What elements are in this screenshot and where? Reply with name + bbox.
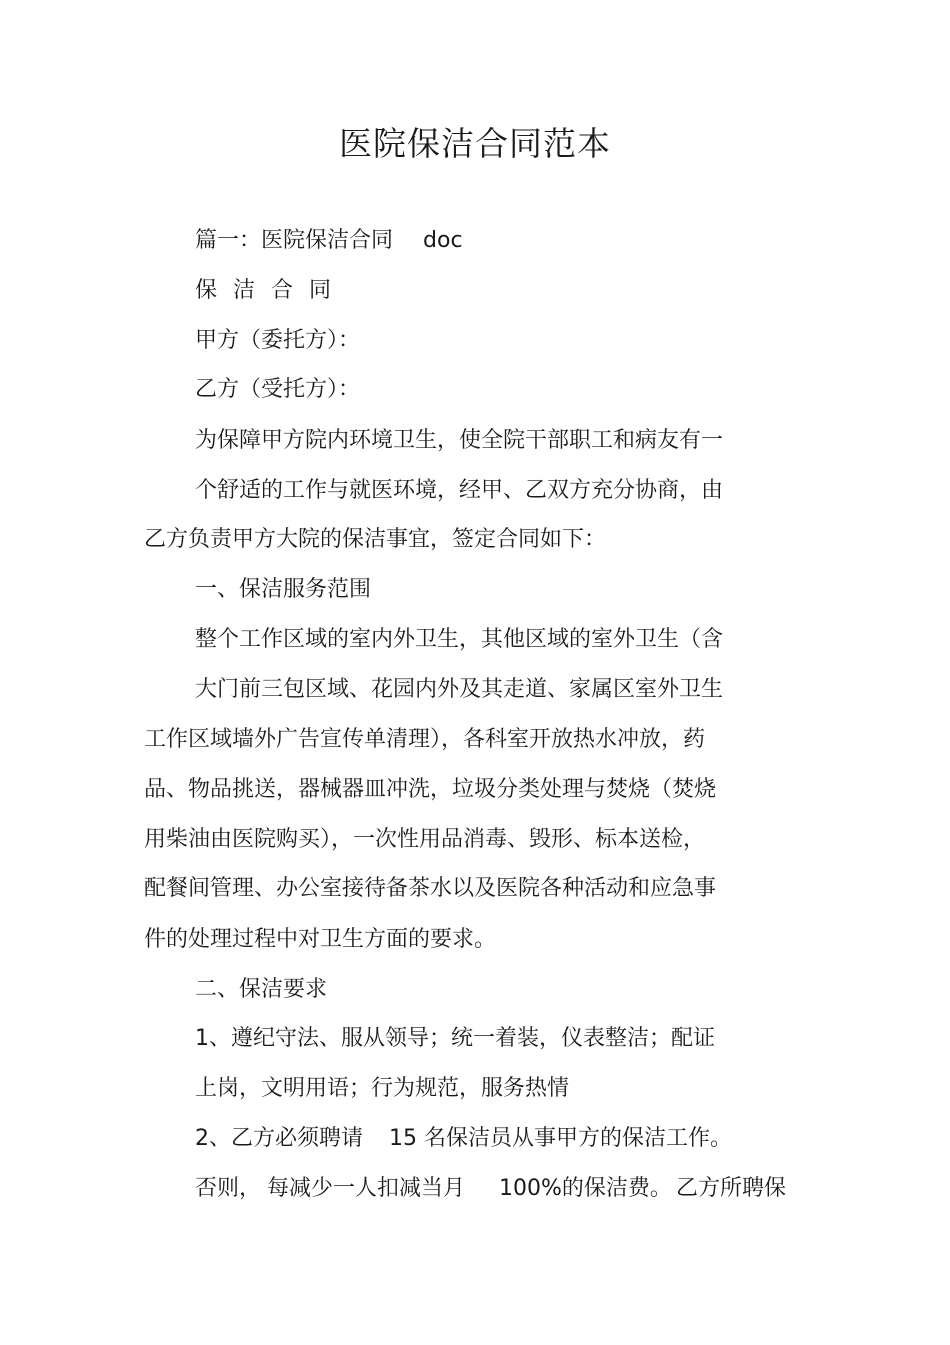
section-heading: 二、保洁要求 (195, 977, 328, 1002)
text-segment: 15 名保洁员从事甲方的保洁工作。 (389, 1126, 732, 1151)
paragraph-line: 1、遵纪守法、服从领导；统一着装，仪表整洁；配证 (195, 1026, 715, 1051)
paragraph-line: 配餐间管理、办公室接待备茶水以及医院各种活动和应急事 (144, 876, 717, 901)
paragraph-line: 工作区域墙外广告宣传单清理），各科室开放热水冲放，药 (144, 727, 706, 752)
paragraph-line: 大门前三包区域、花园内外及其走道、家属区室外卫生 (195, 677, 724, 702)
text-segment: 否则， (195, 1176, 262, 1201)
paragraph-line (195, 1123, 732, 1155)
paragraph-line: 件的处理过程中对卫生方面的要求。 (144, 927, 497, 952)
paragraph-line: 保洁合同 (195, 278, 348, 303)
paragraph-line: 乙方（受托方）： (195, 377, 361, 402)
paragraph-line: 个舒适的工作与就医环境，经甲、乙双方充分协商，由 (195, 478, 724, 503)
text-segment: 乙方所聘保 (675, 1176, 786, 1201)
text-segment: 每减少一人扣减当月 (267, 1176, 466, 1201)
text-segment: 100%的保洁费。 (499, 1176, 672, 1201)
paragraph-line: 整个工作区域的室内外卫生，其他区域的室外卫生（含 (195, 627, 724, 652)
text-segment: 2、乙方必须聘请 (195, 1126, 363, 1151)
document-title: 医院保洁合同范本 (339, 124, 611, 163)
section-heading: 一、保洁服务范围 (195, 577, 372, 602)
paragraph-line (195, 225, 463, 257)
paragraph-line: 为保障甲方院内环境卫生，使全院干部职工和病友有一 (195, 428, 724, 453)
paragraph-line: 乙方负责甲方大院的保洁事宜，签定合同如下： (144, 527, 607, 552)
text-segment: 篇一：医院保洁合同 (195, 228, 394, 253)
paragraph-line: 品、物品挑送，器械器皿冲洗，垃圾分类处理与焚烧（焚烧 (144, 777, 717, 802)
paragraph-line: 用柴油由医院购买），一次性用品消毒、毁形、标本送检， (144, 827, 706, 852)
text-segment: doc (423, 228, 463, 253)
paragraph-line: 上岗，文明用语；行为规范，服务热情 (195, 1076, 570, 1101)
paragraph-line: 甲方（委托方）： (195, 328, 361, 353)
paragraph-line (195, 1173, 786, 1205)
